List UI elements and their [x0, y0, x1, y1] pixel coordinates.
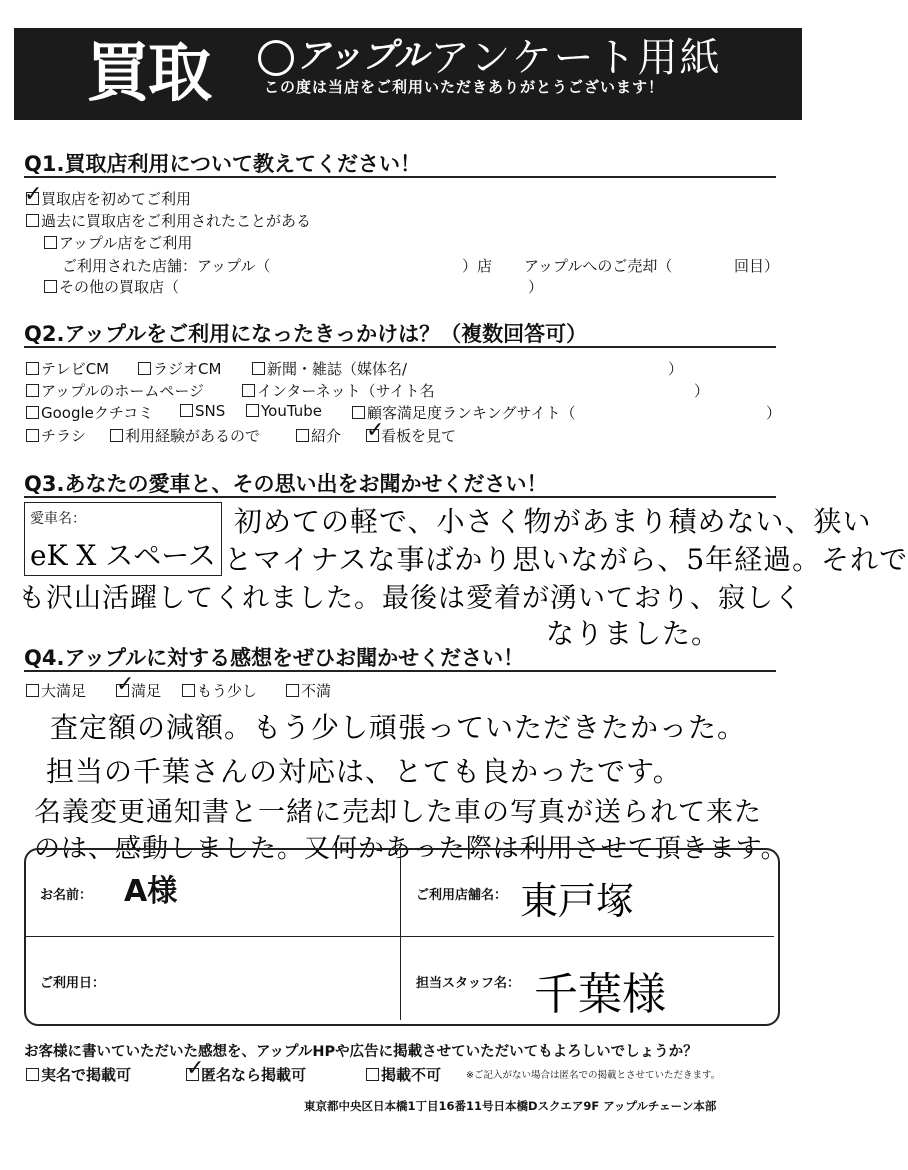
checkbox[interactable]	[296, 429, 309, 442]
checkbox[interactable]	[26, 1068, 39, 1081]
store-label: ご利用店舗名：	[416, 888, 508, 903]
q4-answer-line-4[interactable]: のは、感動しました。又何かあった際は利用させて頂きます。	[34, 834, 788, 864]
q3-heading: Q3.あなたの愛車と、その思い出をお聞かせください！	[24, 472, 548, 496]
q2-row3-close: ）	[766, 404, 782, 422]
checkbox[interactable]	[26, 362, 39, 375]
checkbox[interactable]	[26, 406, 39, 419]
q1-option-other[interactable]: その他の買取店（	[44, 276, 179, 297]
footer-address: 東京都中央区日本橋1丁目16番11号日本橋Dスクエア9F アップルチェーン本部	[304, 1099, 717, 1113]
name-value[interactable]: A様	[124, 874, 178, 909]
checkbox[interactable]	[366, 1068, 379, 1081]
q1-sell-count: アップルへのご売却（	[524, 257, 673, 275]
q4-answer-line-1[interactable]: 査定額の減額。もう少し頑張っていただきたかった。	[50, 711, 747, 744]
checkbox[interactable]	[138, 362, 151, 375]
q4-option-satisfied[interactable]: 満足	[116, 680, 161, 701]
q2-option-tvcm[interactable]: テレビCM	[26, 358, 109, 379]
q2-option-homepage[interactable]: アップルのホームページ	[26, 380, 204, 401]
q2-option-ranking[interactable]: 顧客満足度ランキングサイト（	[352, 402, 576, 423]
divider	[24, 670, 776, 672]
q2-row2-close: ）	[694, 382, 710, 400]
q1-store-line: ご利用された店舗：アップル（	[62, 257, 271, 275]
car-name-label: 愛車名：	[30, 511, 86, 527]
checkbox[interactable]	[352, 406, 365, 419]
page-title: アンケート用紙	[430, 35, 722, 81]
q4-option-somewhat[interactable]: もう少し	[182, 680, 257, 701]
checkmark-icon: ✓	[24, 182, 43, 207]
q1-option-first[interactable]: 買取店を初めてご利用	[26, 188, 191, 209]
apple-logo-icon	[258, 40, 294, 76]
car-name-value[interactable]: eK X スペース	[30, 539, 216, 572]
date-label: ご利用日：	[40, 976, 106, 991]
checkbox[interactable]	[180, 404, 193, 417]
q2-option-youtube[interactable]: YouTube	[246, 402, 322, 420]
name-label: お名前：	[40, 888, 93, 903]
q2-heading: Q2.アップルをご利用になったきっかけは？（複数回答可）	[24, 322, 588, 346]
q4-answer-line-3[interactable]: 名義変更通知書と一緒に売却した車の写真が送られて来た	[34, 797, 762, 828]
q3-answer-line-1[interactable]: 初めての軽で、小さく物があまり積めない、狭い	[234, 505, 872, 538]
q1-sell-suffix: 回目）	[734, 257, 780, 275]
checkmark-icon: ✓	[186, 1056, 205, 1081]
checkbox[interactable]	[286, 684, 299, 697]
q2-row1-close: ）	[668, 360, 684, 378]
checkmark-icon: ✓	[116, 672, 135, 697]
divider	[24, 496, 776, 498]
divider	[24, 346, 776, 348]
q3-answer-line-2[interactable]: とマイナスな事ばかり思いながら、5年経過。それで	[224, 543, 908, 576]
q1-heading: Q1.買取店利用について教えてください！	[24, 152, 422, 176]
brand-name: アップル	[296, 36, 429, 76]
checkbox[interactable]	[110, 429, 123, 442]
consent-note: ※ご記入がない場合は匿名での掲載とさせていただきます。	[466, 1070, 721, 1081]
q4-option-dissatisfied[interactable]: 不満	[286, 680, 331, 701]
q3-answer-line-3[interactable]: も沢山活躍してくれました。最後は愛着が湧いており、寂しく	[18, 583, 802, 614]
page-subtitle: この度は当店をご利用いただきありがとうございます！	[264, 78, 665, 96]
kaitori-logo: 買取	[86, 37, 210, 111]
checkbox[interactable]	[182, 684, 195, 697]
q1-other-close: ）	[528, 278, 544, 296]
q2-option-internet[interactable]: インターネット（サイト名	[242, 380, 435, 401]
form-divider-vertical	[400, 850, 401, 1020]
checkbox[interactable]	[242, 384, 255, 397]
checkbox[interactable]	[26, 429, 39, 442]
q4-answer-line-2[interactable]: 担当の千葉さんの対応は、とても良かったです。	[46, 755, 682, 788]
checkbox[interactable]	[246, 404, 259, 417]
staff-value[interactable]: 千葉様	[534, 969, 666, 1020]
checkbox[interactable]	[44, 280, 57, 293]
divider	[24, 176, 776, 178]
checkbox[interactable]	[26, 684, 39, 697]
q3-answer-line-4[interactable]: なりました。	[546, 617, 721, 650]
q2-option-signboard[interactable]: 看板を見て	[366, 425, 456, 446]
store-value[interactable]: 東戸塚	[520, 879, 635, 923]
q1-option-apple[interactable]: アップル店をご利用	[44, 232, 192, 253]
q1-store-suffix: ）店	[462, 257, 493, 275]
checkmark-icon: ✓	[366, 418, 385, 443]
q2-option-newspaper[interactable]: 新聞・雑誌（媒体名/	[252, 358, 407, 379]
q2-option-flyer[interactable]: チラシ	[26, 425, 86, 446]
consent-question: お客様に書いていただいた感想を、アップルHPや広告に掲載させていただいてもよろしいでしょうか？	[24, 1044, 698, 1060]
q4-option-very-satisfied[interactable]: 大満足	[26, 680, 86, 701]
q2-option-google[interactable]: Googleクチコミ	[26, 402, 153, 423]
checkbox[interactable]	[252, 362, 265, 375]
checkbox[interactable]	[26, 384, 39, 397]
checkbox[interactable]	[26, 214, 39, 227]
consent-option-anonymous[interactable]: 匿名なら掲載可	[186, 1064, 306, 1085]
q2-option-sns[interactable]: SNS	[180, 402, 225, 420]
q2-option-experience[interactable]: 利用経験があるので	[110, 425, 260, 446]
q2-option-referral[interactable]: 紹介	[296, 425, 341, 446]
q4-heading: Q4.アップルに対する感想をぜひお聞かせください！	[24, 646, 525, 670]
q2-option-radiocm[interactable]: ラジオCM	[138, 358, 221, 379]
checkbox[interactable]	[44, 236, 57, 249]
consent-option-no[interactable]: 掲載不可	[366, 1064, 441, 1085]
consent-option-realname[interactable]: 実名で掲載可	[26, 1064, 131, 1085]
q1-option-past[interactable]: 過去に買取店をご利用されたことがある	[26, 210, 311, 231]
staff-label: 担当スタッフ名：	[416, 976, 521, 991]
